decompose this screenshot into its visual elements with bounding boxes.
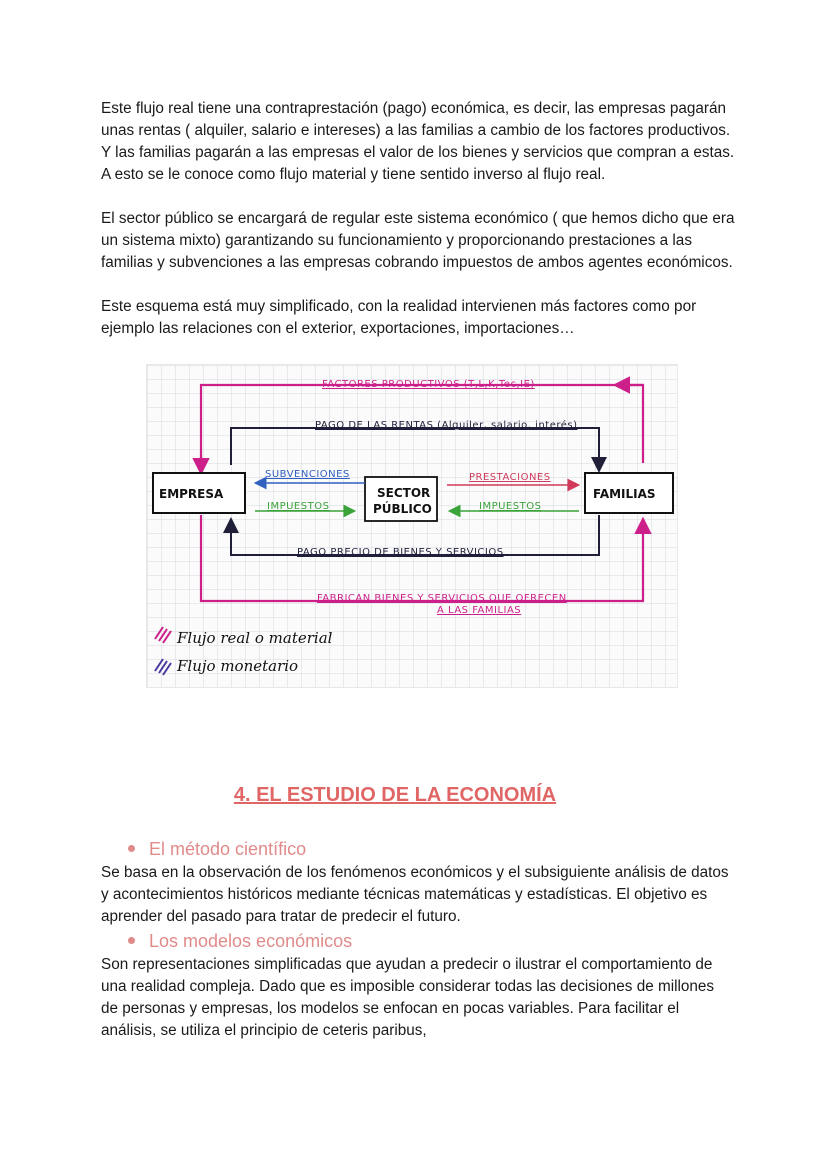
bullet-dot [128,937,135,944]
bullet-dot [128,845,135,852]
label-empresa: EMPRESA [159,487,224,501]
bullet-modelos-economicos [128,930,352,952]
label-familias: FAMILIAS [593,487,656,501]
diagram-svg [147,365,677,687]
label-prestaciones: PRESTACIONES [469,472,551,483]
bullet-1-label: El método científico [149,839,307,859]
label-pago-precio: PAGO PRECIO DE BIENES Y SERVICIOS [297,547,504,558]
paragraph-flujo-real: Este flujo real tiene una contraprestación (pago) económica, es decir, las empresas pagarán unas rentas ( alquiler, salario e intereses) a las familias a cambio de los factores productivos. Y las familias pagarán a las empresas el valor de los bienes y servicios que compran a estas. A esto se le conoce como flujo material y tiene sentido inverso al flujo real. [101,100,735,183]
label-sector-line2: PÚBLICO [373,502,432,516]
bullet-2-label: Los modelos económicos [149,931,353,951]
paragraph-esquema: Este esquema está muy simplificado, con la realidad intervienen más factores como por ejemplo las relaciones con el exterior, exportaciones, importaciones… [101,298,697,337]
label-impuestos-left: IMPUESTOS [267,501,330,512]
paragraph-modelos: Son representaciones simplificadas que ayudan a predecir o ilustrar el comportamiento de una realidad compleja. Dado que es imposible considerar todas las decisiones de millones de personas y empresas, los modelos se enfocan en pocas variables. Para facilitar el análisis, se utiliza el principio de ceteris paribus, [101,956,715,1039]
paragraph-metodo: Se basa en la observación de los fenómenos económicos y el subsiguiente análisis de datos y acontecimientos históricos mediante técnicas matemáticas y estadísticas. El objetivo es aprender del pasado para tratar de predecir el futuro. [101,864,729,925]
label-impuestos-right: IMPUESTOS [479,501,542,512]
legend-real-text: Flujo real o material [177,629,333,647]
label-subvenciones: SUBVENCIONES [265,469,350,480]
label-factores: FACTORES PRODUCTIVOS (T,L,K,Tec,IE) [322,379,535,390]
legend-monetario-text: Flujo monetario [177,657,299,675]
section-title: 4. EL ESTUDIO DE LA ECONOMÍA [233,784,557,806]
label-fabrican-1: FABRICAN BIENES Y SERVICIOS QUE OFRECEN [317,593,567,604]
label-sector-line1: SECTOR [377,486,431,500]
label-fabrican-2: A LAS FAMILIAS [437,605,522,616]
paragraph-sector-publico: El sector público se encargará de regular este sistema económico ( que hemos dicho que era un sistema mixto) garantizando su funcionamiento y proporcionando prestaciones a las familias y subvenciones a las empresas cobrando impuestos de ambos agentes económicos. [101,210,735,271]
label-pago-rentas: PAGO DE LAS RENTAS (Alquiler, salario, interés) [315,420,578,431]
circular-flow-diagram [146,364,678,688]
legend-monetario [155,657,298,675]
bullet-metodo-cientifico [128,838,306,860]
legend-real [155,627,333,647]
